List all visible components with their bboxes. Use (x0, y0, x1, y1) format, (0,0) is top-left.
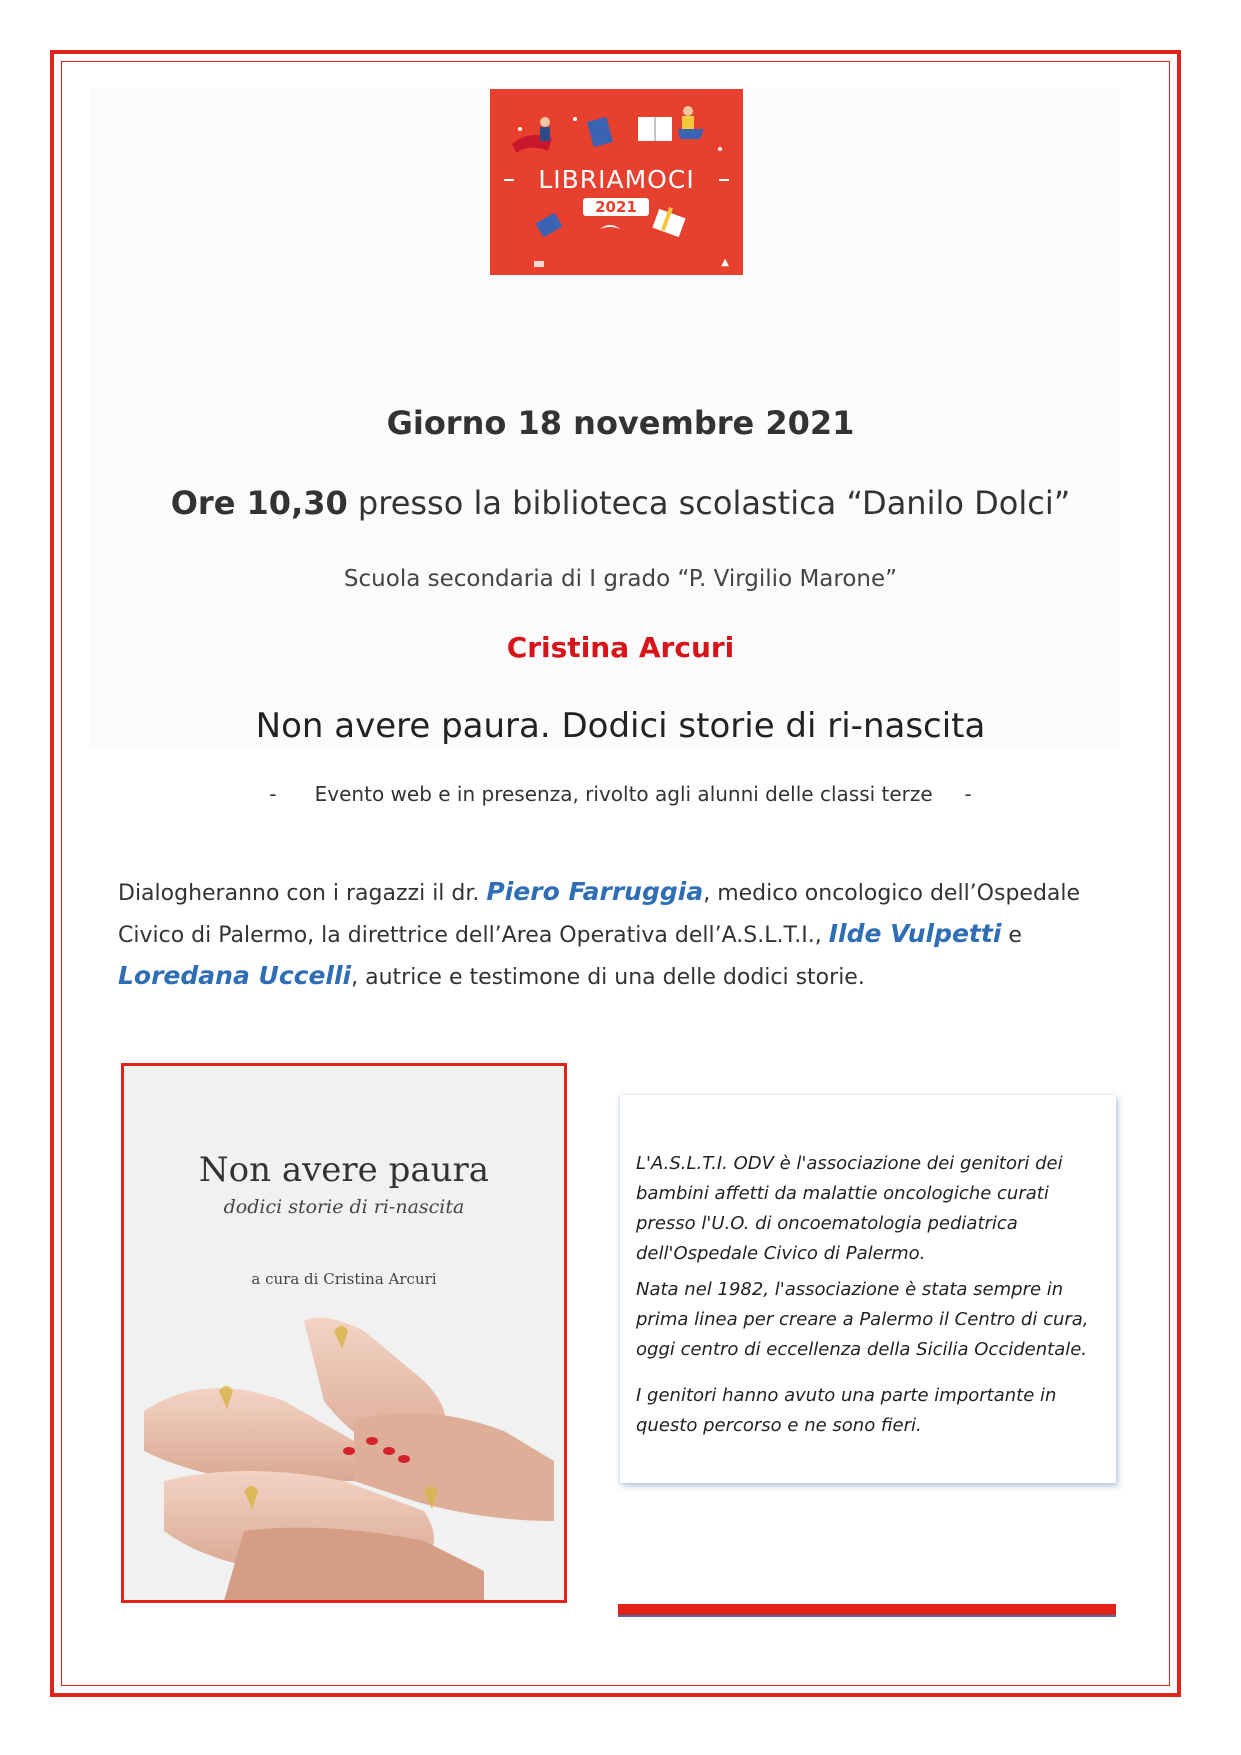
event-format-note: - Evento web e in presenza, rivolto agli alunni delle classi terze - (269, 782, 972, 806)
cover-title: Non avere paura (198, 1150, 490, 1190)
paragraph-text-1: Dialogheranno con i ragazzi il dr. (118, 881, 487, 906)
logo-year: 2021 (583, 198, 649, 216)
event-author: Cristina Arcuri (506, 631, 735, 664)
decorative-red-bar (618, 1604, 1116, 1617)
paragraph-text-4: , autrice e testimone di una delle dodici storie. (351, 965, 865, 990)
event-book-title: Non avere paura. Dodici storie di ri-nascita (255, 706, 986, 746)
event-place: presso la biblioteca scolastica “Danilo Dolci” (357, 484, 1071, 522)
cover-hands-illustration (124, 1291, 564, 1601)
paragraph-text-2: , medico oncologico dell’Ospedale Civico di Palermo, la direttrice dell’Area Operativa dell’A.S.L.T.I., (118, 881, 1081, 948)
logo-publisher-mark: ▲ (721, 257, 729, 268)
guest-name-uccelli: Loredana Uccelli (118, 961, 352, 990)
event-time-place (0, 484, 1241, 522)
cover-editor: a cura di Cristina Arcuri (251, 1270, 437, 1288)
cover-subtitle: dodici storie di ri-nascita (223, 1196, 465, 1218)
info-paragraph-3: I genitori hanno avuto una parte importante in questo percorso e ne sono fieri. (636, 1385, 1057, 1436)
book-cover (121, 1063, 567, 1603)
logo-word: LIBRIAMOCI (538, 165, 695, 194)
event-school: Scuola secondaria di I grado “P. Virgilio Marone” (343, 566, 898, 592)
guests-paragraph (118, 872, 1128, 998)
event-date: Giorno 18 novembre 2021 (386, 404, 855, 442)
libriamoci-logo (490, 89, 743, 275)
event-time: Ore 10,30 (170, 484, 348, 522)
info-paragraph-2: Nata nel 1982, l'associazione è stata sempre in prima linea per creare a Palermo il Centro di cura, oggi centro di eccellenza della Sicilia Occidentale. (636, 1279, 1089, 1360)
paragraph-text-3: e (1001, 923, 1022, 948)
guest-name-farruggia: Piero Farruggia (486, 877, 704, 906)
info-paragraph-1: L'A.S.L.T.I. ODV è l'associazione dei genitori dei bambini affetti da malattie oncologiche curati presso l'U.O. di oncoematologia pediatrica dell'Ospedale Civico di Palermo. (636, 1153, 1063, 1264)
association-info-box (620, 1095, 1116, 1483)
logo-sponsor-mark (534, 261, 544, 267)
guest-name-vulpetti: Ilde Vulpetti (828, 919, 1002, 948)
